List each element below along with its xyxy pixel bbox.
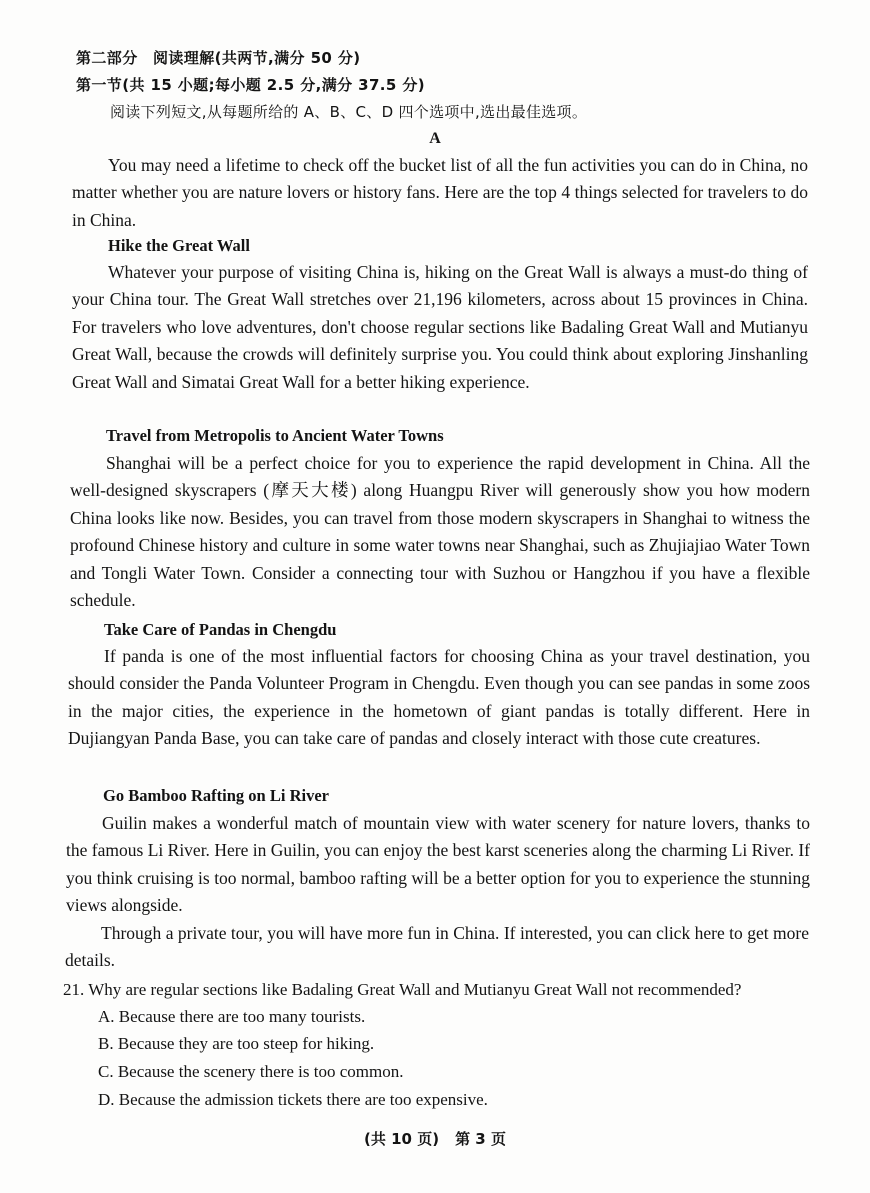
pandas-text: If panda is one of the most influential factors for choosing China as your travel destination, you should consider the Panda Volunteer Program in Chengdu. Even though you can see pandas in some zoos in the major cities, the experience in the hometown of giant pandas is totally different. Here in Dujiangyan Panda Base, you can take care of pandas and closely interact with those cute creatures. — [68, 646, 810, 749]
option-b — [98, 1034, 374, 1054]
option-text: Because they are too steep for hiking. — [117, 1034, 375, 1053]
section-heading-pandas: Take Care of Pandas in Chengdu — [104, 620, 337, 639]
part-heading: 第二部分 阅读理解(共两节,满分 50 分) — [76, 49, 361, 67]
intro-paragraph — [72, 152, 808, 234]
option-label: C. — [98, 1062, 114, 1081]
shanghai-paragraph — [70, 450, 810, 614]
section-heading-great-wall: Hike the Great Wall — [108, 236, 250, 255]
section-heading: 第一节(共 15 小题;每小题 2.5 分,满分 37.5 分) — [76, 76, 425, 94]
great-wall-text: Whatever your purpose of visiting China is, hiking on the Great Wall is always a must-do thing of your China tour. The Great Wall stretches over 21,196 kilometers, across about 15 provinces in China. For travelers who love adventures, don't choose regular sections like Badaling Great Wall and Mutianyu Great Wall, because the crowds will definitely surprise you. You could think about exploring Jinshanling Great Wall and Simatai Great Wall for a better hiking experience. — [72, 262, 808, 392]
page-footer — [0, 1128, 870, 1149]
li-river-text: Guilin makes a wonderful match of mountain view with water scenery for nature lovers, thanks to the famous Li River. Here in Guilin, you can enjoy the best karst sceneries along the charming Li River. If you think cruising is too normal, bamboo rafting will be a better option for you to experience the stunning views alongside. — [66, 813, 810, 916]
passage-letter: A — [429, 130, 441, 147]
option-text: Because there are too many tourists. — [118, 1007, 366, 1026]
option-a — [98, 1007, 365, 1027]
li-river-paragraph — [66, 810, 810, 920]
section-heading-li-river: Go Bamboo Rafting on Li River — [103, 786, 329, 805]
question-stem: Why are regular sections like Badaling Great Wall and Mutianyu Great Wall not recommended? — [88, 980, 742, 999]
option-text: Because the admission tickets there are too expensive. — [118, 1090, 488, 1109]
section-heading-shanghai: Travel from Metropolis to Ancient Water Towns — [106, 426, 444, 445]
option-label: D. — [98, 1090, 115, 1109]
option-c — [98, 1062, 403, 1082]
total-pages: (共 10 页) — [364, 1130, 440, 1148]
instruction-text: 阅读下列短文,从每题所给的 A、B、C、D 四个选项中,选出最佳选项。 — [110, 103, 588, 121]
page-number: 第 3 页 — [455, 1130, 506, 1148]
closing-paragraph — [65, 920, 809, 975]
great-wall-paragraph — [72, 259, 808, 396]
question-21 — [63, 980, 741, 1000]
intro-text: You may need a lifetime to check off the bucket list of all the fun activities you can do in China, no matter whether you are nature lovers or history fans. Here are the top 4 things selected for travelers to do in China. — [72, 155, 808, 230]
option-label: B. — [98, 1034, 114, 1053]
pandas-paragraph — [68, 643, 810, 753]
option-text: Because the scenery there is too common. — [117, 1062, 404, 1081]
shanghai-text: Shanghai will be a perfect choice for you to experience the rapid development in China. All the well-designed skyscrapers (摩天大楼) along Huangpu River will generously show you how modern China looks like now. Besides, you can travel from those modern skyscrapers in Shanghai to witness the profound Chinese history and culture in some water towns near Shanghai, such as Zhujiajiao Water Town and Tongli Water Town. Consider a connecting tour with Suzhou or Hangzhou if you have a flexible schedule. — [70, 453, 810, 611]
option-label: A. — [98, 1007, 115, 1026]
closing-text: Through a private tour, you will have more fun in China. If interested, you can click here to get more details. — [65, 923, 809, 971]
option-d — [98, 1090, 488, 1110]
question-number: 21. — [63, 980, 85, 999]
